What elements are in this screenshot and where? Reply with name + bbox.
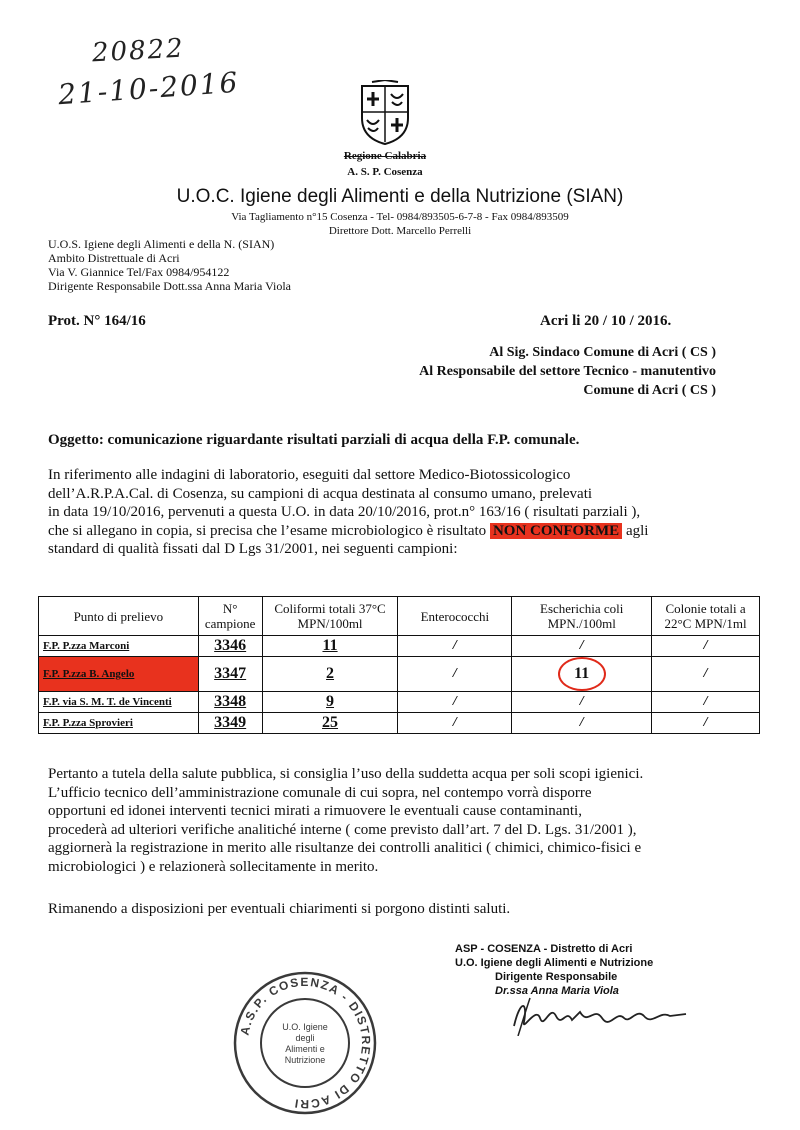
place-and-date: Acri li 20 / 10 / 2016. [540,313,672,329]
official-stamp [230,968,380,1118]
handwritten-signature-icon [510,996,690,1036]
cell-ecoli: / [512,636,652,657]
non-conforme-highlight: NON CONFORME [490,523,622,539]
signature-block [455,942,705,998]
cell-entero: / [398,657,512,692]
regione-calabria-emblem-icon [358,80,412,146]
paragraph-line: opportuni ed idonei interventi tecnici mirati a rimuovere le eventuali cause contaminanti, [48,803,582,820]
ecoli-circled-value: 11 [558,657,606,691]
paragraph-line [48,522,768,541]
table-row [39,713,760,734]
handwritten-protocol-number: 20822 [91,33,186,69]
cell-ecoli: / [512,713,652,734]
office-director: Direttore Dott. Marcello Perrelli [328,225,472,237]
cell-coliformi: 2 [262,657,398,692]
stamp-center-line: Nutrizione [284,1055,326,1065]
header-punto: Punto di prelievo [39,597,199,636]
addressee-line: Al Responsabile del settore Tecnico - manutentivo [419,364,716,379]
signature-line: U.O. Igiene degli Alimenti e Nutrizione [455,957,654,969]
closing-paragraph: Rimanendo a disposizioni per eventuali chiarimenti si porgono distinti saluti. [48,901,511,917]
signature-line: ASP - COSENZA - Distretto di Acri [455,943,633,955]
cell-colonie: / [652,713,760,734]
cell-point: F.P. P.zza Sprovieri [39,713,199,734]
intro-paragraph [48,466,768,559]
header-campione: N° campione [198,597,262,636]
paragraph-line: aggiornerà la registrazione in merito alle risultanze dei controlli analitici ( chimici, chimico-fisici e [48,840,642,857]
cell-point: F.P. P.zza Marconi [39,636,199,657]
cell-point: F.P. via S. M. T. de Vincenti [39,692,199,713]
cell-coliformi: 25 [262,713,398,734]
header-enterococchi: Enterococchi [398,597,512,636]
line-text: agli [622,522,649,539]
cell-colonie: / [652,692,760,713]
header-colonie: Colonie totali a 22°C MPN/1ml [652,597,760,636]
cell-entero: / [398,713,512,734]
signature-line: Dirigente Responsabile [495,971,618,983]
paragraph-line: procederà ad ulteriori verifiche analitiché interne ( come previsto dall’art. 7 del D. Lgs. 31/2001 ), [48,821,637,838]
paragraph-line: L’ufficio tecnico dell’amministrazione comunale di cui sopra, nel contempo vorrà disporre [48,784,592,801]
uos-line: U.O.S. Igiene degli Alimenti e della N. (SIAN) [48,237,275,251]
region-name: Regione Calabria [343,150,427,162]
results-table [38,596,760,734]
cell-coliformi: 11 [262,636,398,657]
cell-entero: / [398,636,512,657]
header-escherichia: Escherichia coli MPN./100ml [512,597,652,636]
recommendation-paragraph [48,765,768,877]
subject-line: Oggetto: comunicazione riguardante risultati parziali di acqua della F.P. comunale. [48,432,580,448]
stamp-center-line: Alimenti e [285,1044,325,1054]
asp-name: A. S. P. Cosenza [347,166,423,178]
cell-sample: 3349 [198,713,262,734]
paragraph-line: in data 19/10/2016, pervenuti a questa U.O. in data 20/10/2016, prot.n° 163/16 ( risultati parziali ), [48,504,641,521]
stamp-ring-icon [230,968,380,1118]
cell-sample: 3347 [198,657,262,692]
line-text: che si allegano in copia, si precisa che l’esame microbiologico è risultato [48,522,490,539]
uos-line: Dirigente Responsabile Dott.ssa Anna Maria Viola [48,279,292,293]
header-coliformi: Coliformi totali 37°C MPN/100ml [262,597,398,636]
cell-ecoli: / [512,692,652,713]
cell-entero: / [398,692,512,713]
paragraph-line: microbiologici ) e relazionerà sollecitamente in merito. [48,858,379,875]
stamp-ring-text: A.S.P. COSENZA - DISTRETTO DI ACRI [237,974,374,1112]
cell-sample: 3346 [198,636,262,657]
cell-sample: 3348 [198,692,262,713]
stamp-center-line: U.O. Igiene [282,1022,328,1032]
table-row [39,636,760,657]
office-title: U.O.C. Igiene degli Alimenti e della Nutrizione (SIAN) [176,186,624,207]
paragraph-line: In riferimento alle indagini di laboratorio, eseguiti dal settore Medico-Biotossicologico [48,467,571,483]
addressee-line: Al Sig. Sindaco Comune di Acri ( CS ) [489,345,716,360]
stamp-center-line: degli [295,1033,315,1043]
uos-line: Ambito Distrettuale di Acri [48,251,180,265]
cell-coliformi: 9 [262,692,398,713]
paragraph-line: standard di qualità fissati dal D Lgs 31/2001, nei seguenti campioni: [48,541,458,558]
addressee-line: Comune di Acri ( CS ) [583,383,716,398]
uos-line: Via V. Giannice Tel/Fax 0984/954122 [48,265,230,279]
cell-colonie: / [652,657,760,692]
cell-colonie: / [652,636,760,657]
signature-line: Dr.ssa Anna Maria Viola [495,985,619,997]
paragraph-line: Pertanto a tutela della salute pubblica, si consiglia l’uso della suddetta acqua per soli scopi igienici. [48,766,644,782]
protocol-number: Prot. N° 164/16 [48,313,146,329]
cell-ecoli-circled [512,657,652,692]
handwritten-date: 21-10-2016 [57,65,241,112]
cell-point-highlighted: F.P. P.zza B. Angelo [39,657,199,692]
table-row [39,692,760,713]
table-header-row [39,597,760,636]
table-row [39,657,760,692]
office-address: Via Tagliamento n°15 Cosenza - Tel- 0984/893505-6-7-8 - Fax 0984/893509 [231,211,569,223]
paragraph-line: dell’A.R.P.A.Cal. di Cosenza, su campioni di acqua destinata al consumo umano, prelevati [48,485,593,502]
